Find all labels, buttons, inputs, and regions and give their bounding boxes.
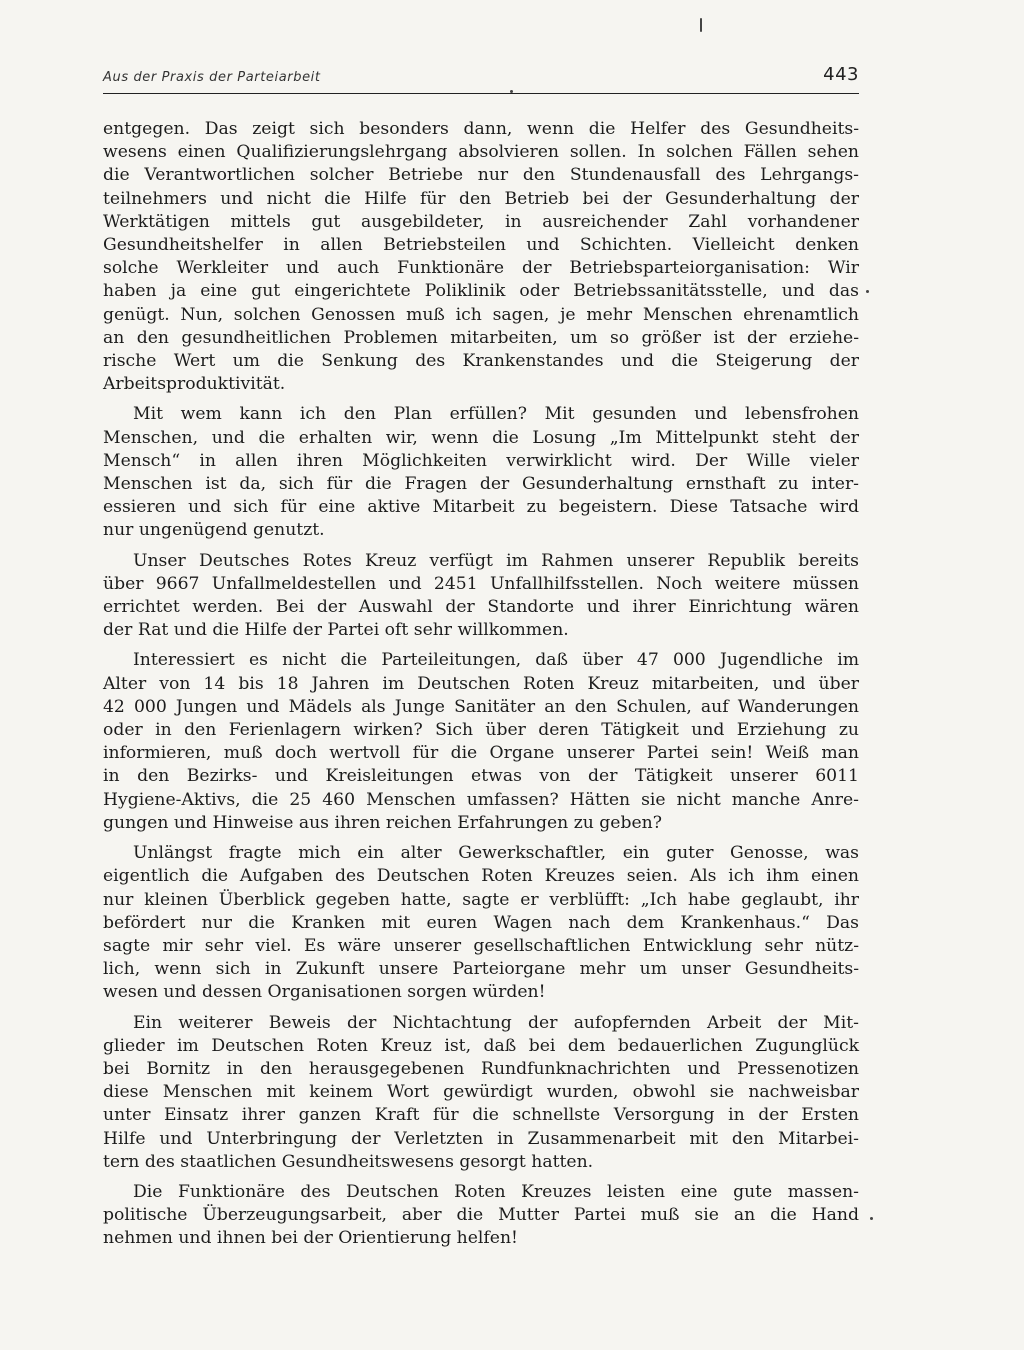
text-line: diese Menschen mit keinem Wort gewürdigt wurden, obwohl sie nachweisbar <box>103 1082 859 1103</box>
text-line: an den gesundheitlichen Problemen mitarbeiten, um so größer ist der erziehe- <box>103 327 859 348</box>
text-line: befördert nur die Kranken mit euren Wagen nach dem Krankenhaus.“ Das <box>103 912 859 933</box>
text-line: Die Funktionäre des Deutschen Roten Kreuzes leisten eine gute massen- <box>133 1181 859 1202</box>
text-line: haben ja eine gut eingerichtete Poliklinik oder Betriebssanitätsstelle, und das <box>103 281 859 302</box>
scan-speck <box>870 1217 873 1220</box>
text-line: politische Überzeugungsarbeit, aber die Mutter Partei muß sie an die Hand <box>103 1205 859 1226</box>
text-line: informieren, muß doch wertvoll für die Organe unserer Partei sein! Weiß man <box>103 743 859 764</box>
text-line: der Rat und die Hilfe der Partei oft sehr willkommen. <box>103 620 569 641</box>
text-line: wesens einen Qualifizierungslehrgang absolvieren sollen. In solchen Fällen sehen <box>103 142 859 163</box>
text-line: Unser Deutsches Rotes Kreuz verfügt im Rahmen unserer Republik bereits <box>133 550 859 571</box>
text-line: tern des staatlichen Gesundheitswesens gesorgt hatten. <box>103 1151 594 1172</box>
text-line: Unlängst fragte mich ein alter Gewerkschaftler, ein guter Genosse, was <box>133 843 859 864</box>
text-line: unter Einsatz ihrer ganzen Kraft für die schnellste Versorgung in der Ersten <box>103 1105 859 1126</box>
text-line: Mensch“ in allen ihren Möglichkeiten verwirklicht wird. Der Wille vieler <box>103 450 859 471</box>
text-line: die Verantwortlichen solcher Betriebe nur den Stundenausfall des Lehrgangs- <box>103 165 859 186</box>
text-line: nur kleinen Überblick gegeben hatte, sagte er verblüfft: „Ich habe geglaubt, ihr <box>103 889 859 910</box>
text-line: Menschen ist da, sich für die Fragen der Gesunderhaltung ernsthaft zu inter- <box>103 474 859 495</box>
text-line: essieren und sich für eine aktive Mitarbeit zu begeistern. Diese Tatsache wird <box>103 497 859 518</box>
text-line: teilnehmers und nicht die Hilfe für den Betrieb bei der Gesunderhaltung der <box>103 188 859 209</box>
scan-speck <box>510 90 513 93</box>
text-line: Alter von 14 bis 18 Jahren im Deutschen Roten Kreuz mitarbeiten, und über <box>103 673 859 694</box>
text-line: sagte mir sehr viel. Es wäre unserer gesellschaftlichen Entwicklung sehr nütz- <box>103 935 859 956</box>
text-line: Gesundheitshelfer in allen Betriebsteilen und Schichten. Vielleicht denken <box>103 235 859 256</box>
text-line: Mit wem kann ich den Plan erfüllen? Mit gesunden und lebensfrohen <box>133 404 859 425</box>
paragraph <box>103 842 859 1004</box>
text-line: rische Wert um die Senkung des Krankenstandes und die Steigerung der <box>103 351 859 372</box>
text-line: Hilfe und Unterbringung der Verletzten in Zusammenarbeit mit den Mitarbei- <box>103 1128 859 1149</box>
text-line: 42 000 Jungen und Mädels als Junge Sanitäter an den Schulen, auf Wanderungen <box>103 696 859 717</box>
text-line: solche Werkleiter und auch Funktionäre der Betriebsparteiorganisation: Wir <box>103 258 859 279</box>
text-line: nur ungenügend genutzt. <box>103 520 325 541</box>
text-line: glieder im Deutschen Roten Kreuz ist, daß bei dem bedauerlichen Zugunglück <box>103 1035 859 1056</box>
text-line: gungen und Hinweise aus ihren reichen Erfahrungen zu geben? <box>103 812 662 833</box>
paragraph <box>103 1012 859 1174</box>
article-body <box>103 118 859 1258</box>
paragraph <box>103 550 859 643</box>
text-line: oder in den Ferienlagern wirken? Sich über deren Tätigkeit und Erziehung zu <box>103 720 859 741</box>
text-line: Menschen, und die erhalten wir, wenn die Losung „Im Mittelpunkt steht der <box>103 427 859 448</box>
paragraph <box>103 1181 859 1251</box>
text-line: Werktätigen mittels gut ausgebildeter, in ausreichender Zahl vorhandener <box>103 211 859 232</box>
text-line: lich, wenn sich in Zukunft unsere Parteiorgane mehr um unser Gesundheits- <box>103 959 859 980</box>
paragraph <box>103 118 859 396</box>
scan-speck <box>866 290 869 293</box>
scan-speck <box>700 18 702 32</box>
page-number: 443 <box>823 64 859 85</box>
text-line: Interessiert es nicht die Parteileitungen, daß über 47 000 Jugendliche im <box>133 650 859 671</box>
text-line: wesen und dessen Organisationen sorgen würden! <box>103 982 546 1003</box>
text-line: Ein weiterer Beweis der Nichtachtung der aufopfernden Arbeit der Mit- <box>133 1012 859 1033</box>
text-line: bei Bornitz in den herausgegebenen Rundfunknachrichten und Pressenotizen <box>103 1058 859 1079</box>
text-line: Hygiene-Aktivs, die 25 460 Menschen umfassen? Hätten sie nicht manche Anre- <box>103 789 859 810</box>
page-header <box>103 64 859 92</box>
text-line: errichtet werden. Bei der Auswahl der Standorte und ihrer Einrichtung wären <box>103 597 859 618</box>
running-head: Aus der Praxis der Parteiarbeit <box>103 70 321 85</box>
text-line: eigentlich die Aufgaben des Deutschen Roten Kreuzes seien. Als ich ihm einen <box>103 866 859 887</box>
text-line: entgegen. Das zeigt sich besonders dann, wenn die Helfer des Gesundheits- <box>103 119 859 139</box>
text-line: genügt. Nun, solchen Genossen muß ich sagen, je mehr Menschen ehrenamtlich <box>103 304 859 325</box>
text-line: Arbeitsproduktivität. <box>103 374 286 395</box>
text-line: über 9667 Unfallmeldestellen und 2451 Unfallhilfsstellen. Noch weitere müssen <box>103 573 859 594</box>
text-line: nehmen und ihnen bei der Orientierung helfen! <box>103 1228 518 1249</box>
paragraph <box>103 403 859 542</box>
paragraph <box>103 649 859 835</box>
text-line: in den Bezirks- und Kreisleitungen etwas von der Tätigkeit unserer 6011 <box>103 766 859 787</box>
header-rule <box>103 93 859 94</box>
